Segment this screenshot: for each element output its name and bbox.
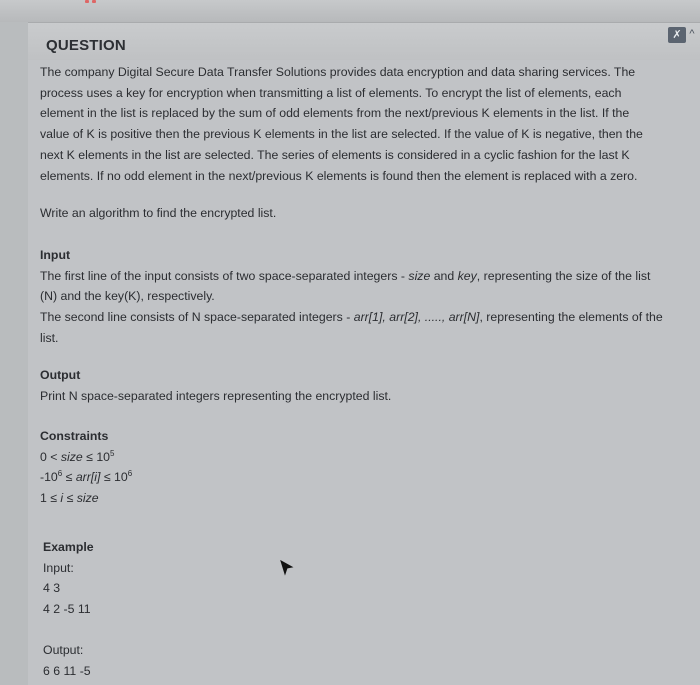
description-line: next K elements in the list are selected. The series of elements is considered in a cyclic fashion for the last K	[40, 147, 630, 162]
text: arr[i]	[75, 470, 101, 485]
example-input-line-1: 4 3	[43, 581, 61, 596]
input-line-2: (N) and the key(K), respectively.	[40, 289, 215, 304]
text: size	[408, 268, 431, 283]
description-line: The company Digital Secure Data Transfer Solutions provides data encryption and data sharing services. The	[40, 65, 636, 79]
decoration-dot	[85, 0, 89, 3]
question-panel	[28, 60, 700, 685]
input-line-1	[40, 266, 690, 287]
text: 6	[57, 469, 63, 479]
mouse-cursor-icon	[280, 560, 294, 576]
text: size	[60, 449, 83, 464]
input-section	[40, 245, 690, 349]
text: size	[76, 491, 99, 506]
text: The first line of the input consists of two space-separated integers -	[40, 268, 409, 283]
text: i	[60, 491, 64, 506]
text: 6	[127, 469, 133, 479]
text: ≤ 10	[82, 449, 110, 464]
text: key	[457, 268, 477, 283]
task-statement: Write an algorithm to find the encrypted list.	[40, 206, 277, 220]
text: ≤ 10	[100, 470, 128, 485]
output-heading: Output	[40, 368, 81, 382]
chevron-up-icon[interactable]: ^	[689, 28, 695, 40]
description-line: elements. If no odd element in the next/previous K elements is found then the element is replaced with a zero.	[40, 168, 638, 183]
description-line: process uses a key for encryption when transmitting a list of elements. To encrypt the list of elements, each	[40, 85, 622, 100]
text: , representing the elements of the	[479, 310, 663, 325]
input-line-4: list.	[40, 330, 59, 345]
text: 1 ≤	[40, 491, 61, 506]
decoration-dot	[92, 0, 96, 3]
text: 5	[110, 448, 115, 458]
constraint-size	[40, 447, 690, 468]
constraints-section	[40, 426, 690, 509]
text: ≤	[62, 470, 76, 485]
text: The second line consists of N space-separated integers -	[40, 310, 354, 325]
output-section	[40, 365, 690, 406]
example-output-label: Output:	[43, 642, 84, 657]
text: arr[1], arr[2], ....., arr[N]	[353, 310, 480, 325]
example-heading: Example	[43, 540, 94, 554]
question-header	[28, 22, 700, 61]
example-input-label: Input:	[43, 560, 74, 575]
constraint-arr	[40, 467, 690, 488]
description-line: element in the list is replaced by the sum of odd elements from the next/previous K elements in the list. If the	[40, 106, 630, 121]
description-line: value of K is positive then the previous K elements in the list are selected. If the value of K is negative, then the	[40, 127, 643, 142]
text: , representing the size of the list	[476, 268, 651, 283]
question-title: QUESTION	[46, 37, 126, 54]
problem-description	[40, 62, 690, 186]
window-top-strip	[0, 0, 700, 22]
text: ≤	[63, 491, 77, 506]
text: and	[430, 268, 458, 283]
output-text: Print N space-separated integers representing the encrypted list.	[40, 388, 392, 403]
text: 0 <	[40, 449, 61, 464]
example-section	[43, 537, 693, 681]
input-line-3	[40, 307, 690, 328]
text: -10	[40, 470, 58, 485]
expand-icon[interactable]: ✗	[668, 27, 686, 43]
input-heading: Input	[40, 248, 71, 262]
example-output-line-1: 6 6 11 -5	[43, 663, 91, 678]
example-input-line-2: 4 2 -5 11	[43, 602, 91, 617]
constraints-heading: Constraints	[40, 429, 109, 443]
constraint-index	[40, 488, 690, 509]
